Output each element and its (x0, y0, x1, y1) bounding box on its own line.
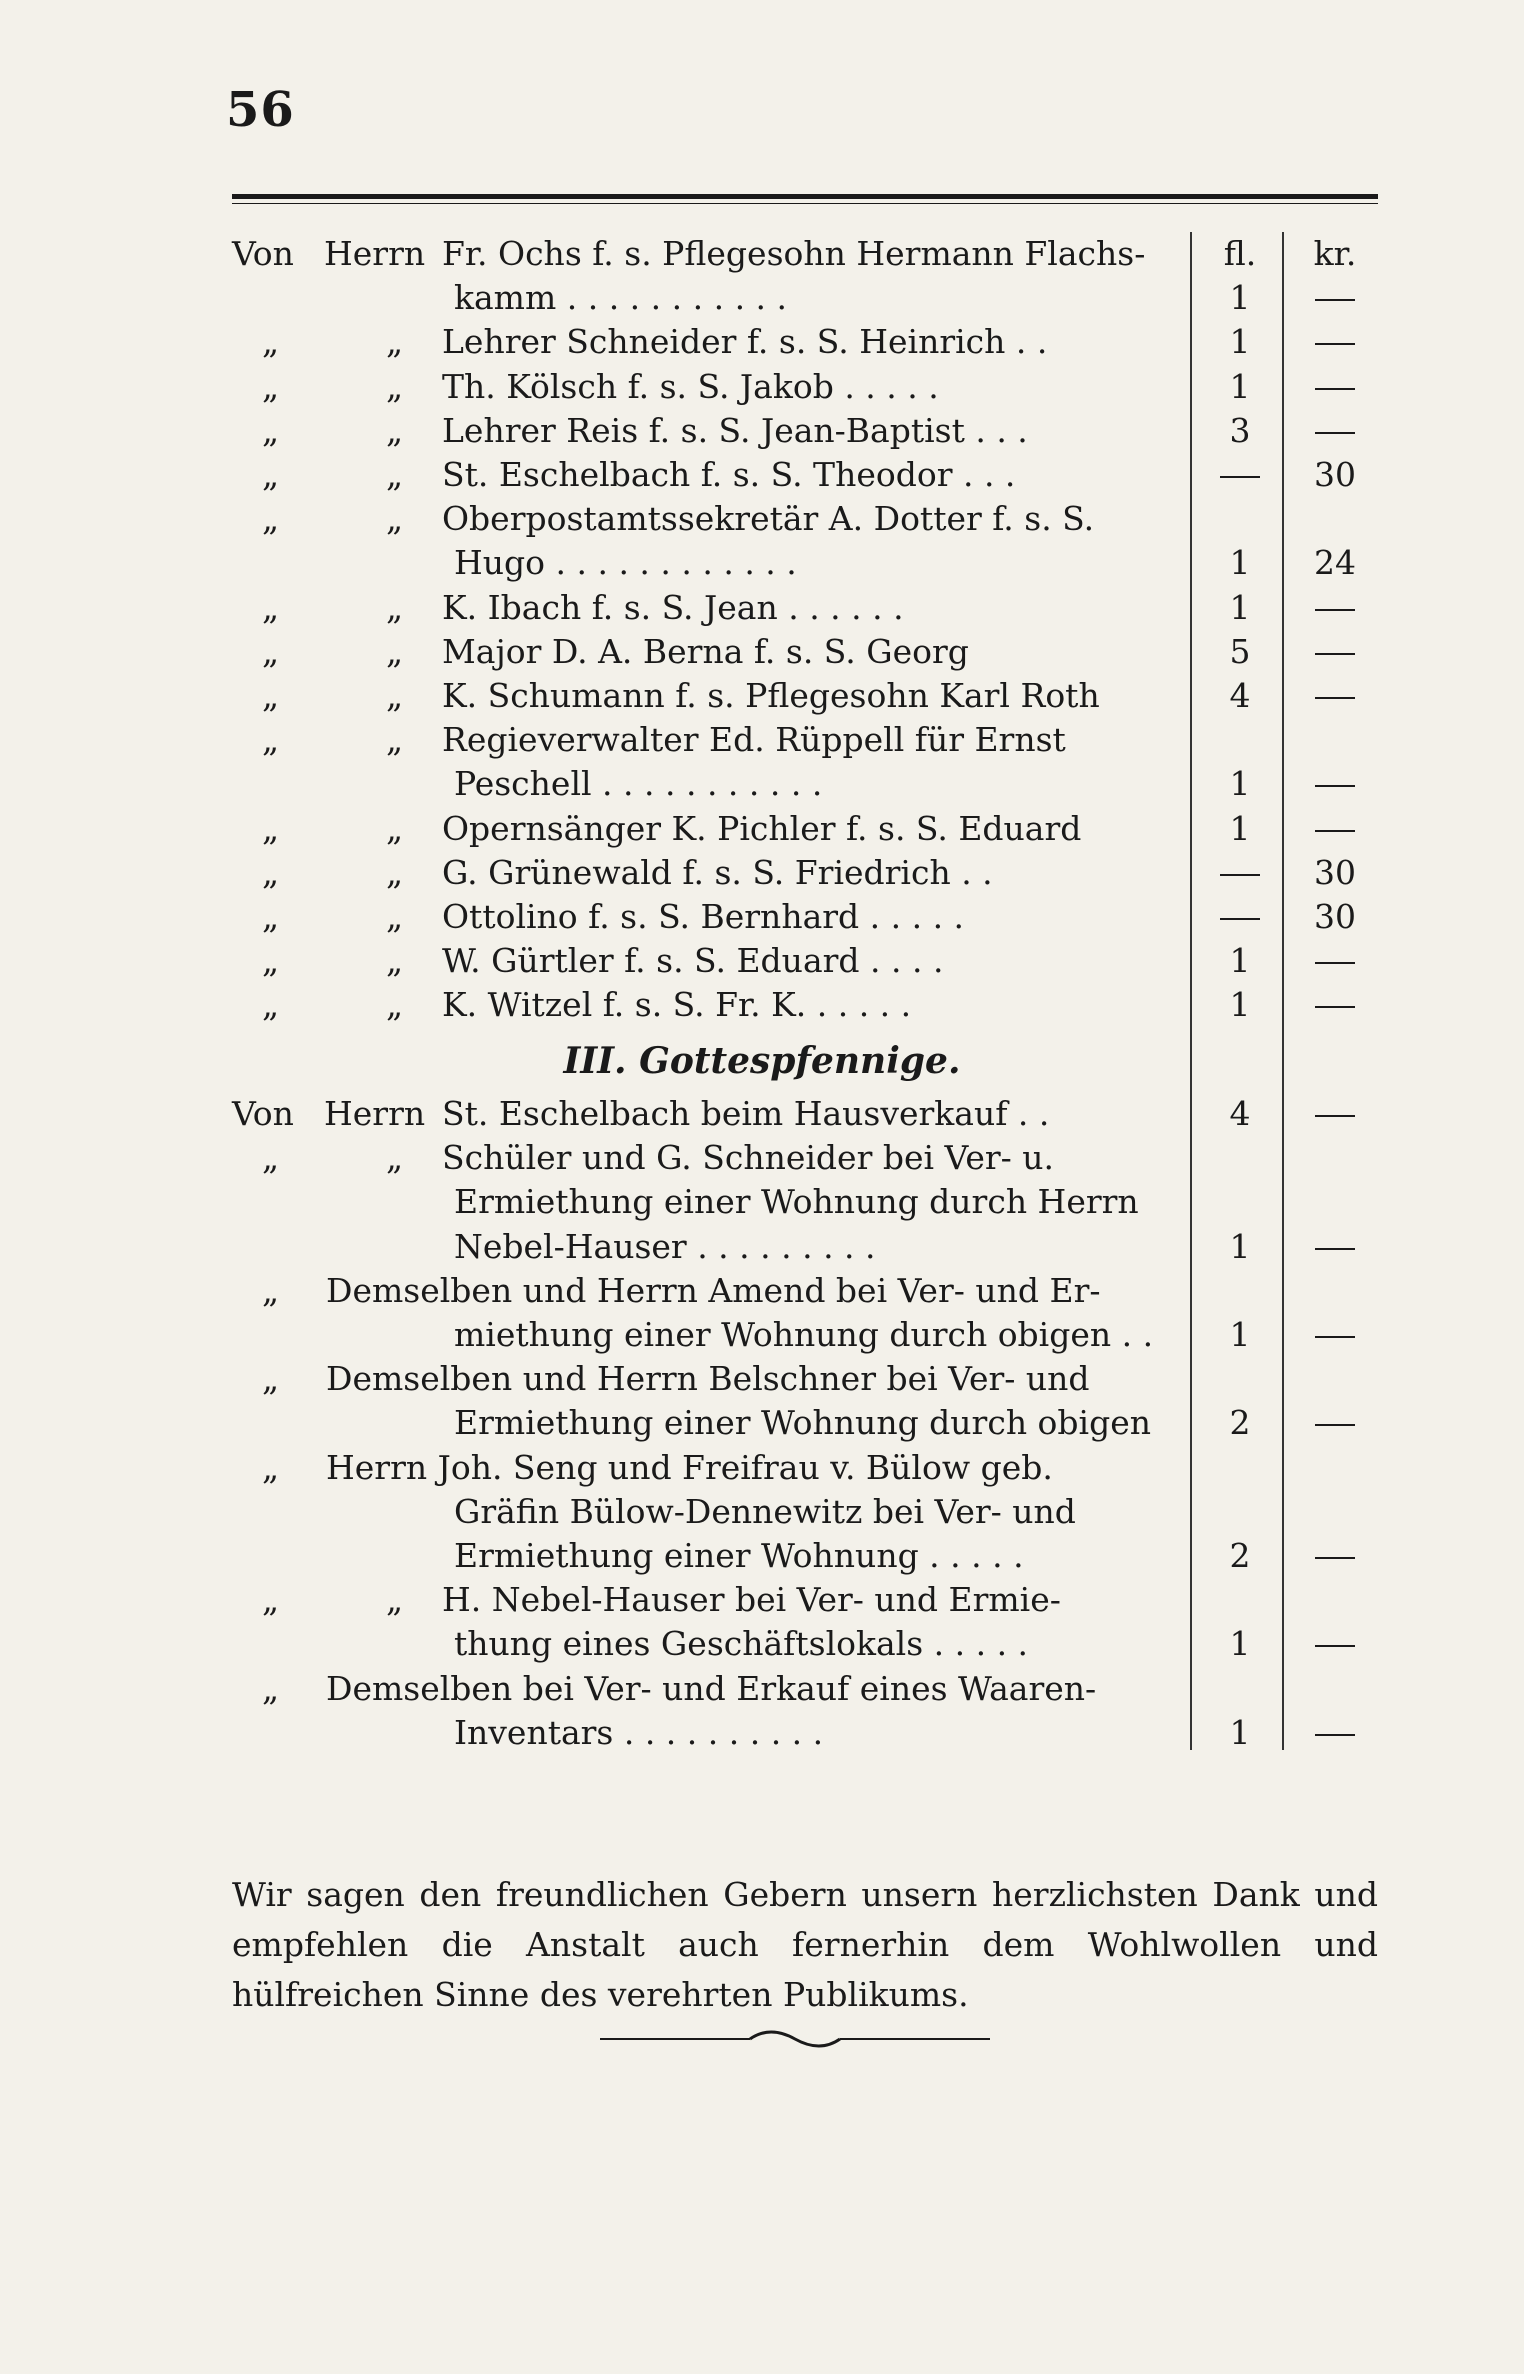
entry-text: Schüler und G. Schneider bei Ver- u. (442, 1138, 1055, 1178)
entry-text: K. Ibach f. s. S. Jean . . . . . . (442, 587, 904, 627)
ditto-mark-2: „ (386, 941, 404, 981)
amount-fl: 1 (1229, 1226, 1251, 1266)
list-row (0, 630, 1524, 674)
ditto-mark: „ (262, 366, 280, 406)
ditto-mark: „ (262, 499, 280, 539)
ditto-mark-2: „ (386, 897, 404, 936)
list-row (0, 674, 1524, 718)
amount-kr (1290, 807, 1380, 851)
list-row (0, 232, 1524, 276)
amount-fl: 1 (1229, 1712, 1251, 1752)
amount-fl: 1 (1229, 366, 1251, 406)
ditto-mark: „ (262, 985, 280, 1025)
list-row (0, 541, 1524, 585)
amount-fl: 4 (1229, 1094, 1251, 1133)
dash-mark (1315, 343, 1355, 345)
entry-text: kamm . . . . . . . . . . . (454, 278, 788, 318)
entry-text: Hugo . . . . . . . . . . . . (454, 543, 797, 583)
entry-text: St. Eschelbach f. s. S. Theodor . . . (442, 455, 1016, 494)
amount-kr: 30 (1314, 455, 1356, 494)
amount-kr: 24 (1314, 543, 1356, 583)
list-row (0, 497, 1524, 541)
top-rule-thin (232, 203, 1378, 204)
list-row (0, 1269, 1524, 1313)
amount-fl (1200, 453, 1280, 497)
dash-mark (1315, 1336, 1355, 1338)
dash-mark (1220, 874, 1260, 876)
entry-text: Ottolino f. s. S. Bernhard . . . . . (442, 897, 965, 936)
list-row (0, 1357, 1524, 1401)
list-row (0, 586, 1524, 630)
entry-text: W. Gürtler f. s. S. Eduard . . . . (442, 941, 944, 981)
dash-mark (1220, 476, 1260, 478)
list-row (0, 1711, 1524, 1755)
ditto-mark-2: „ (386, 676, 404, 715)
list-row (0, 365, 1524, 409)
dash-mark (1220, 918, 1260, 920)
amount-fl: 2 (1229, 1536, 1251, 1575)
herrn-label: Herrn (324, 234, 426, 273)
list-row (0, 1092, 1524, 1136)
amount-fl: 1 (1229, 543, 1251, 583)
ditto-mark-2: „ (386, 852, 404, 892)
entry-text: St. Eschelbach beim Hausverkauf . . (442, 1094, 1050, 1133)
ditto-mark-2: „ (386, 366, 404, 406)
list-row (0, 1534, 1524, 1578)
ditto-mark-2: „ (386, 322, 404, 362)
amount-kr (1290, 1401, 1380, 1445)
entry-text: K. Schumann f. s. Pflegesohn Karl Roth (442, 676, 1100, 715)
ditto-mark: „ (262, 1580, 280, 1620)
dash-mark (1315, 299, 1355, 301)
amount-kr: 30 (1314, 852, 1356, 892)
ditto-mark-2: „ (386, 587, 404, 627)
amount-kr (1290, 1622, 1380, 1666)
dash-mark (1315, 1557, 1355, 1559)
entry-text: Regieverwalter Ed. Rüppell für Ernst (442, 720, 1066, 760)
entry-text: Lehrer Reis f. s. S. Jean-Baptist . . . (442, 410, 1028, 450)
list-row (0, 1401, 1524, 1445)
list-row (0, 1667, 1524, 1711)
amount-kr (1290, 365, 1380, 409)
entry-text: Major D. A. Berna f. s. S. Georg (442, 631, 969, 671)
dash-mark (1315, 1734, 1355, 1736)
list-row (0, 807, 1524, 851)
list-row (0, 1622, 1524, 1666)
dash-mark (1315, 830, 1355, 832)
ditto-mark: „ (262, 410, 280, 450)
entry-text: G. Grünewald f. s. S. Friedrich . . (442, 852, 993, 892)
ditto-mark-2: „ (386, 985, 404, 1025)
amount-kr (1290, 276, 1380, 320)
amount-fl: 1 (1229, 322, 1251, 362)
section-title: III. Gottespfennige. (563, 1040, 961, 1082)
amount-kr (1290, 409, 1380, 453)
ditto-mark: „ (262, 587, 280, 627)
amount-fl: 1 (1229, 278, 1251, 318)
dash-mark (1315, 1115, 1355, 1117)
amount-fl: 2 (1229, 1403, 1251, 1443)
dash-mark (1315, 1006, 1355, 1008)
ditto-mark: „ (262, 1270, 280, 1310)
list-row (0, 409, 1524, 453)
ornament-divider (600, 2024, 990, 2054)
list-row (0, 851, 1524, 895)
entry-text: Th. Kölsch f. s. S. Jakob . . . . . (442, 366, 939, 406)
amount-fl: 1 (1229, 587, 1251, 627)
ditto-mark: „ (262, 631, 280, 671)
list-row (0, 762, 1524, 806)
von-label: Von (232, 1094, 294, 1133)
amount-fl (1200, 895, 1280, 939)
entry-text: Gräfin Bülow-Dennewitz bei Ver- und (454, 1491, 1076, 1531)
amount-kr (1290, 1313, 1380, 1357)
amount-kr (1290, 630, 1380, 674)
list-row (0, 1446, 1524, 1490)
entry-text: K. Witzel f. s. S. Fr. K. . . . . . (442, 985, 912, 1025)
list-row (0, 1180, 1524, 1224)
dash-mark (1315, 697, 1355, 699)
list-row (0, 1225, 1524, 1269)
amount-kr (1290, 983, 1380, 1027)
header-kr: kr. (1313, 234, 1357, 273)
amount-kr (1290, 1225, 1380, 1269)
closing-paragraph: Wir sagen den freundlichen Gebern unsern herzlichsten Dank und empfehlen die Anstalt auch fernerhin dem Wohlwollen und hülfreichen Sinne des verehrten Publikums. (232, 1875, 1378, 2014)
dash-mark (1315, 785, 1355, 787)
entry-text: Peschell . . . . . . . . . . . (454, 764, 823, 804)
entry-text: Lehrer Schneider f. s. S. Heinrich . . (442, 322, 1048, 362)
amount-fl: 4 (1229, 676, 1251, 715)
entry-text: miethung einer Wohnung durch obigen . . (454, 1315, 1154, 1354)
dash-mark (1315, 388, 1355, 390)
ditto-mark: „ (262, 720, 280, 760)
list-row (0, 1136, 1524, 1180)
ditto-mark: „ (262, 676, 280, 715)
dash-mark (1315, 653, 1355, 655)
amount-fl: 3 (1229, 410, 1251, 450)
page-number: 56 (226, 82, 295, 138)
ditto-mark-2: „ (386, 499, 404, 539)
dash-mark (1315, 1645, 1355, 1647)
list-row (0, 983, 1524, 1027)
list-row (0, 453, 1524, 497)
entry-text: Demselben und Herrn Belschner bei Ver- und (326, 1359, 1090, 1399)
top-rule (232, 194, 1378, 199)
entry-text: Ermiethung einer Wohnung . . . . . (454, 1536, 1024, 1575)
amount-kr (1290, 939, 1380, 983)
dash-mark (1315, 1424, 1355, 1426)
dash-mark (1315, 432, 1355, 434)
ditto-mark-2: „ (386, 410, 404, 450)
list-row (0, 895, 1524, 939)
entry-text: Ermiethung einer Wohnung durch Herrn (454, 1182, 1139, 1222)
list-row (0, 718, 1524, 762)
ditto-mark-2: „ (386, 720, 404, 760)
amount-kr (1290, 586, 1380, 630)
amount-kr (1290, 320, 1380, 364)
ditto-mark: „ (262, 1359, 280, 1399)
amount-kr (1290, 674, 1380, 718)
ditto-mark: „ (262, 1447, 280, 1487)
amount-fl: 5 (1229, 631, 1251, 671)
ditto-mark: „ (262, 1138, 280, 1178)
entry-text: Oberpostamtssekretär A. Dotter f. s. S. (442, 499, 1095, 539)
dash-mark (1315, 962, 1355, 964)
amount-fl: 1 (1229, 1624, 1251, 1664)
ditto-mark: „ (262, 941, 280, 981)
ditto-mark-2: „ (386, 808, 404, 848)
amount-kr (1290, 1711, 1380, 1755)
amount-kr (1290, 762, 1380, 806)
ditto-mark: „ (262, 852, 280, 892)
ditto-mark-2: „ (386, 1138, 404, 1178)
amount-fl: 1 (1229, 941, 1251, 981)
von-label: Von (232, 234, 294, 273)
amount-fl (1200, 851, 1280, 895)
herrn-label: Herrn (324, 1094, 426, 1133)
list-row (0, 1578, 1524, 1622)
list-row (0, 1313, 1524, 1357)
amount-kr (1290, 1092, 1380, 1136)
list-row (0, 939, 1524, 983)
amount-kr (1290, 1534, 1380, 1578)
entry-text: Demselben und Herrn Amend bei Ver- und Er- (326, 1270, 1101, 1310)
entry-text: Demselben bei Ver- und Erkauf eines Waaren- (326, 1668, 1097, 1708)
entry-text: thung eines Geschäftslokals . . . . . (454, 1624, 1029, 1664)
list-row (0, 320, 1524, 364)
ditto-mark-2: „ (386, 455, 404, 494)
entry-text: Nebel-Hauser . . . . . . . . . (454, 1226, 876, 1266)
header-fl: fl. (1223, 234, 1257, 273)
ditto-mark: „ (262, 808, 280, 848)
entry-text: Herrn Joh. Seng und Freifrau v. Bülow geb. (326, 1447, 1053, 1487)
ditto-mark: „ (262, 322, 280, 362)
dash-mark (1315, 609, 1355, 611)
entry-text: Inventars . . . . . . . . . . (454, 1712, 824, 1752)
ditto-mark-2: „ (386, 1580, 404, 1620)
ditto-mark: „ (262, 455, 280, 494)
amount-fl: 1 (1229, 985, 1251, 1025)
list-row (0, 1490, 1524, 1534)
list-row (0, 276, 1524, 320)
amount-fl: 1 (1229, 764, 1251, 804)
ditto-mark: „ (262, 897, 280, 936)
ditto-mark-2: „ (386, 631, 404, 671)
dash-mark (1315, 1248, 1355, 1250)
amount-fl: 1 (1229, 1315, 1251, 1354)
entry-text: Opernsänger K. Pichler f. s. S. Eduard (442, 808, 1082, 848)
entry-text: Fr. Ochs f. s. Pflegesohn Hermann Flachs- (442, 234, 1146, 273)
amount-kr: 30 (1314, 897, 1356, 936)
entry-text: H. Nebel-Hauser bei Ver- und Ermie- (442, 1580, 1061, 1620)
entry-text: Ermiethung einer Wohnung durch obigen (454, 1403, 1152, 1443)
amount-fl: 1 (1229, 808, 1251, 848)
ditto-mark: „ (262, 1668, 280, 1708)
